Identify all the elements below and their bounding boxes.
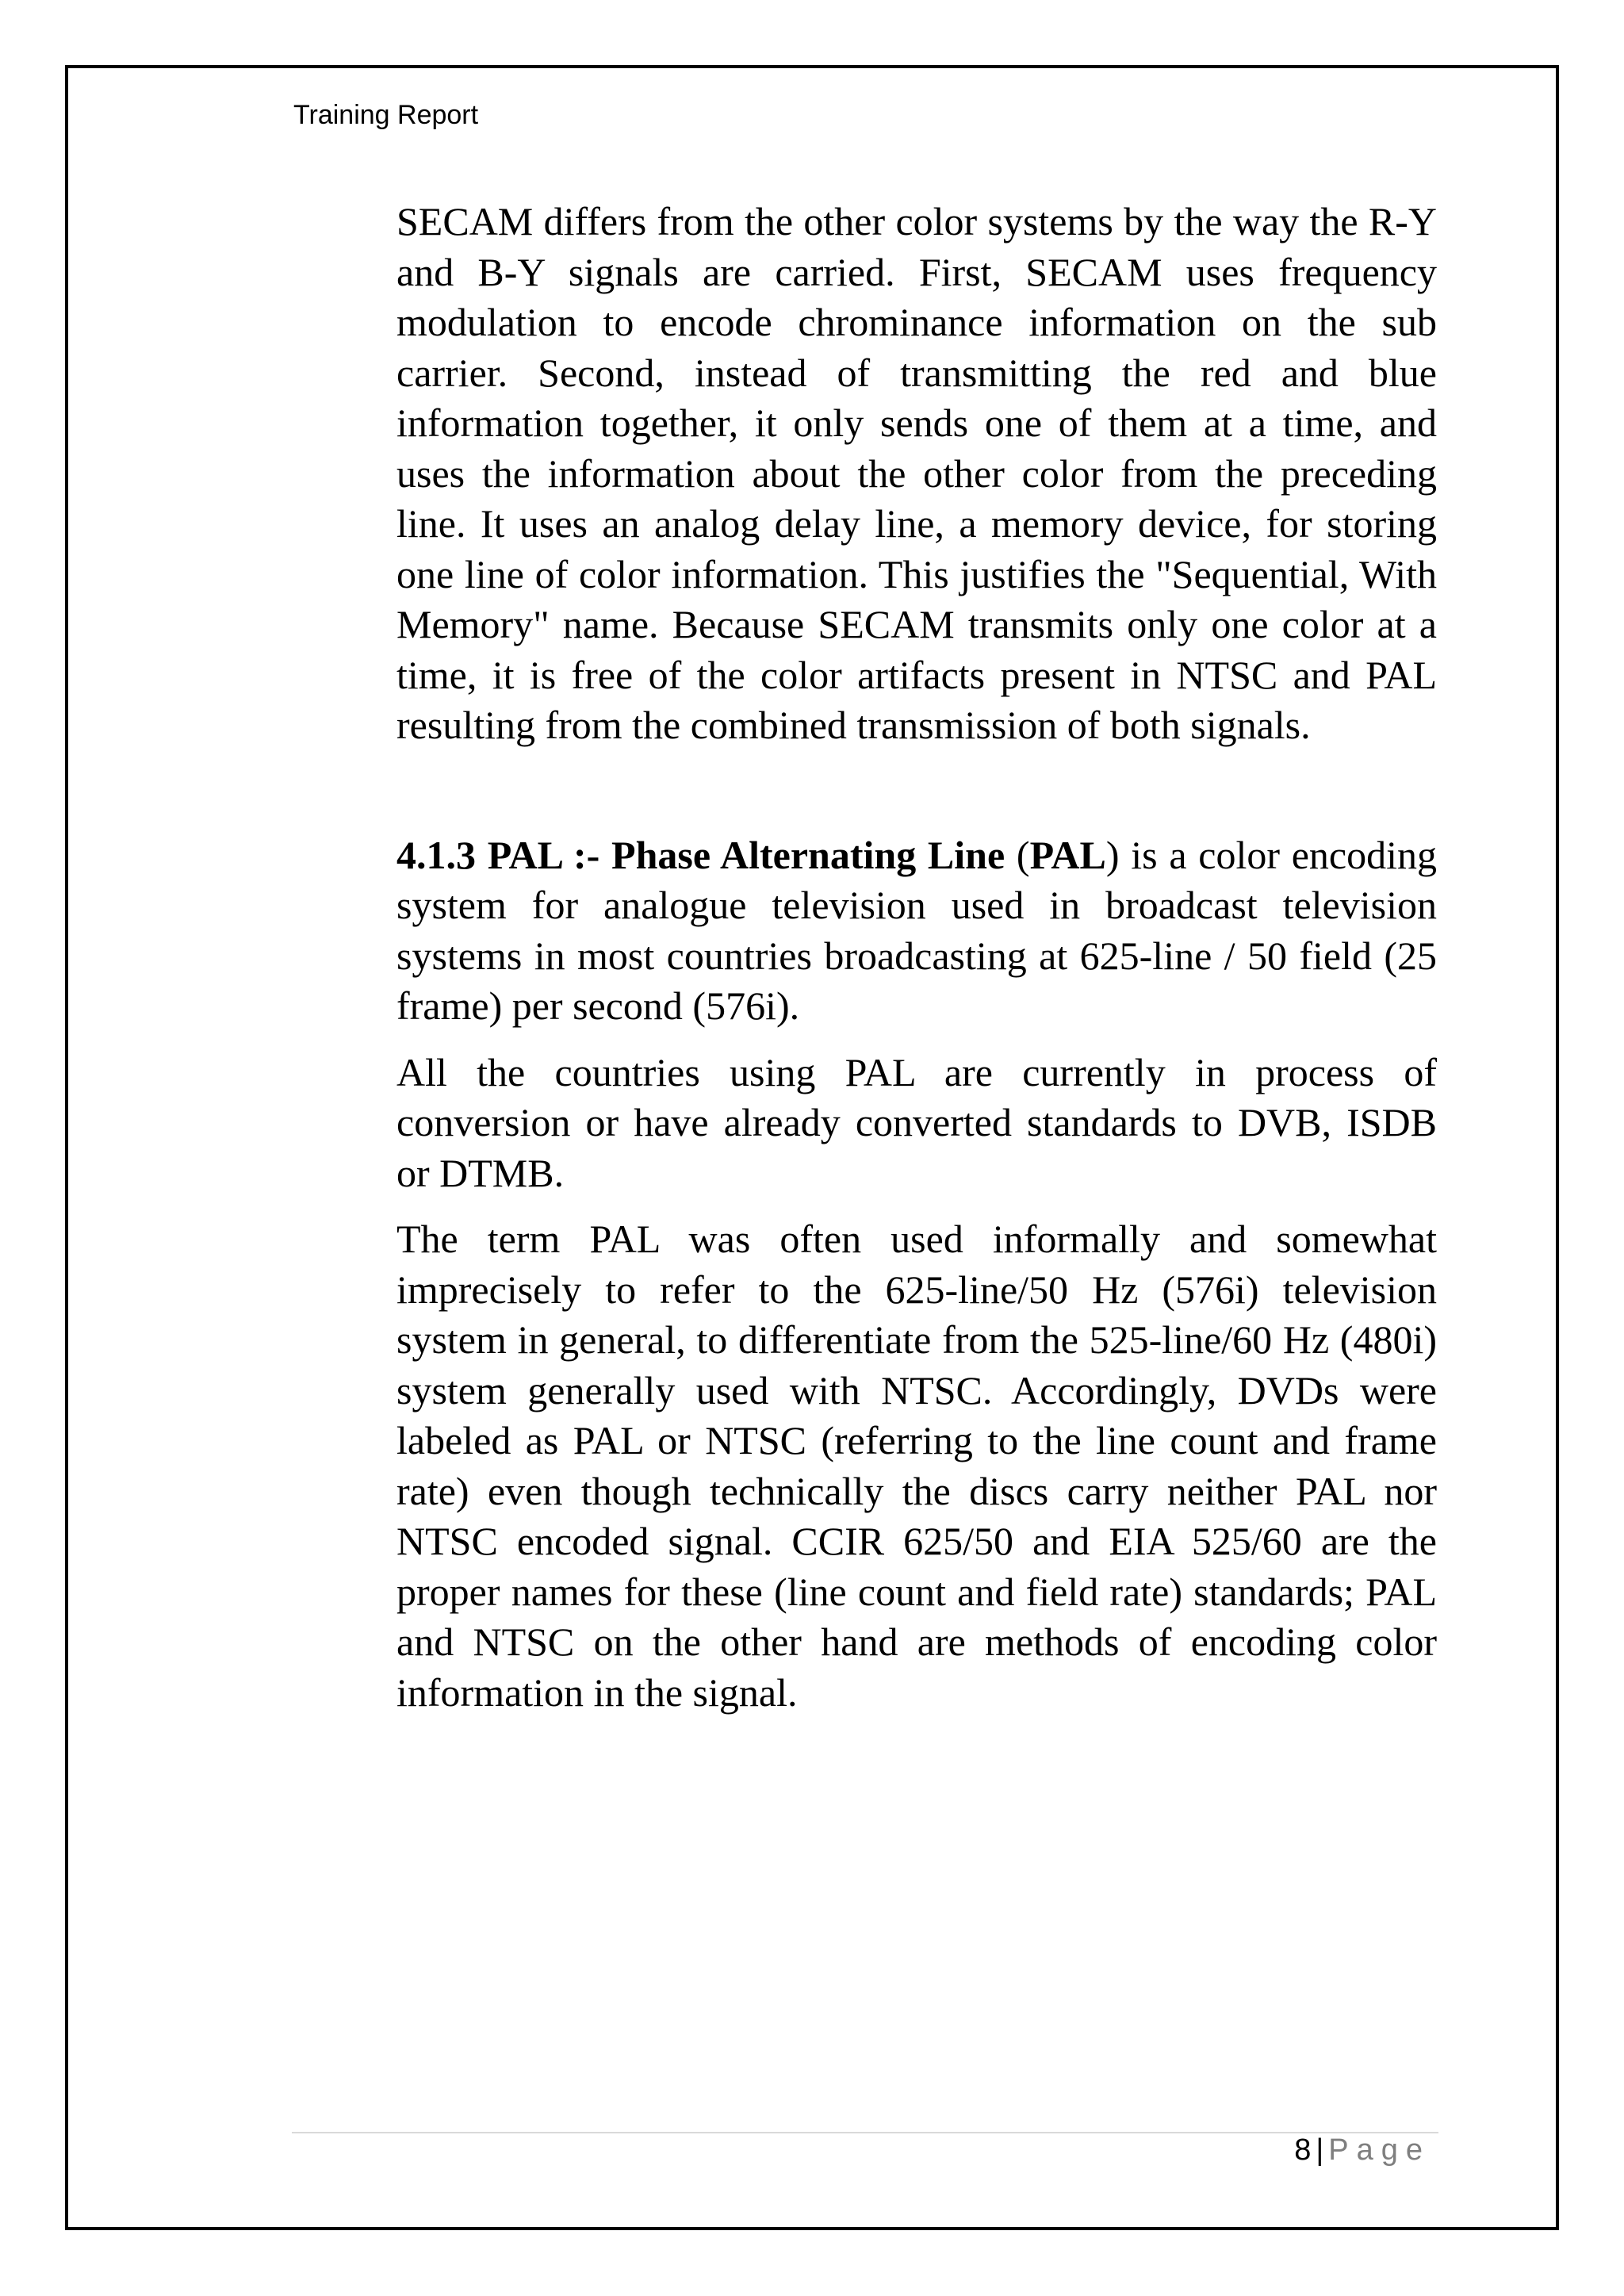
page-number-footer — [1294, 2133, 1431, 2168]
pal-term: Phase Alternating Line — [611, 832, 1005, 877]
pal-abbr: PAL — [1029, 832, 1106, 877]
pal-conversion-paragraph: All the countries using PAL are currently in process of conversion or have already converted standards to DVB, ISDB or DTMB. — [396, 1049, 1437, 1195]
pal-term-usage-paragraph: The term PAL was often used informally and somewhat imprecisely to refer to the 625-line/50 Hz (576i) television system in general, to differentiate from the 525-line/60 Hz (480i) system generally used with NTSC. Accordingly, DVDs were labeled as PAL or NTSC (referring to the line count and frame rate) even though technically the discs carry neither PAL nor NTSC encoded signal. CCIR 625/50 and EIA 525/60 are the proper names for these (line count and field rate) standards; PAL and NTSC on the other hand are methods of encoding color information in the signal. — [396, 1217, 1437, 1715]
secam-paragraph: SECAM differs from the other color systems by the way the R-Y and B-Y signals are carried. First, SECAM uses frequency modulation to encode chrominance information on the sub carrier. Second, instead of transmitting the red and blue information together, it only sends one of them at a time, and uses the information about the other color from the preceding line. It uses an analog delay line, a memory device, for storing one line of color information. This justifies the "Sequential, With Memory" name. Because SECAM transmits only one color at a time, it is free of the color artifacts present in NTSC and PAL resulting from the combined transmission of both signals. — [396, 199, 1437, 747]
pal-intro-paragraph: 4.1.3 PAL :- Phase Alternating Line (PAL) is a color encoding system for analogue television used in broadcast television systems in most countries broadcasting at 625-line / 50 field (25 frame) per second (576i). — [396, 832, 1437, 1028]
footer-divider — [292, 2132, 1438, 2133]
page-label: Page — [1328, 2133, 1431, 2167]
document-body — [396, 197, 1437, 1718]
pal-intro-text: is a color encoding system for analogue television used in broadcast television systems in most countries broadcasting at 625-line / 50 field (25 frame) per second (576i). — [396, 832, 1437, 1028]
section-heading: 4.1.3 PAL :- — [396, 832, 600, 877]
running-header: Training Report — [293, 100, 479, 130]
page-separator: | — [1316, 2133, 1324, 2167]
page-number: 8 — [1294, 2133, 1312, 2167]
